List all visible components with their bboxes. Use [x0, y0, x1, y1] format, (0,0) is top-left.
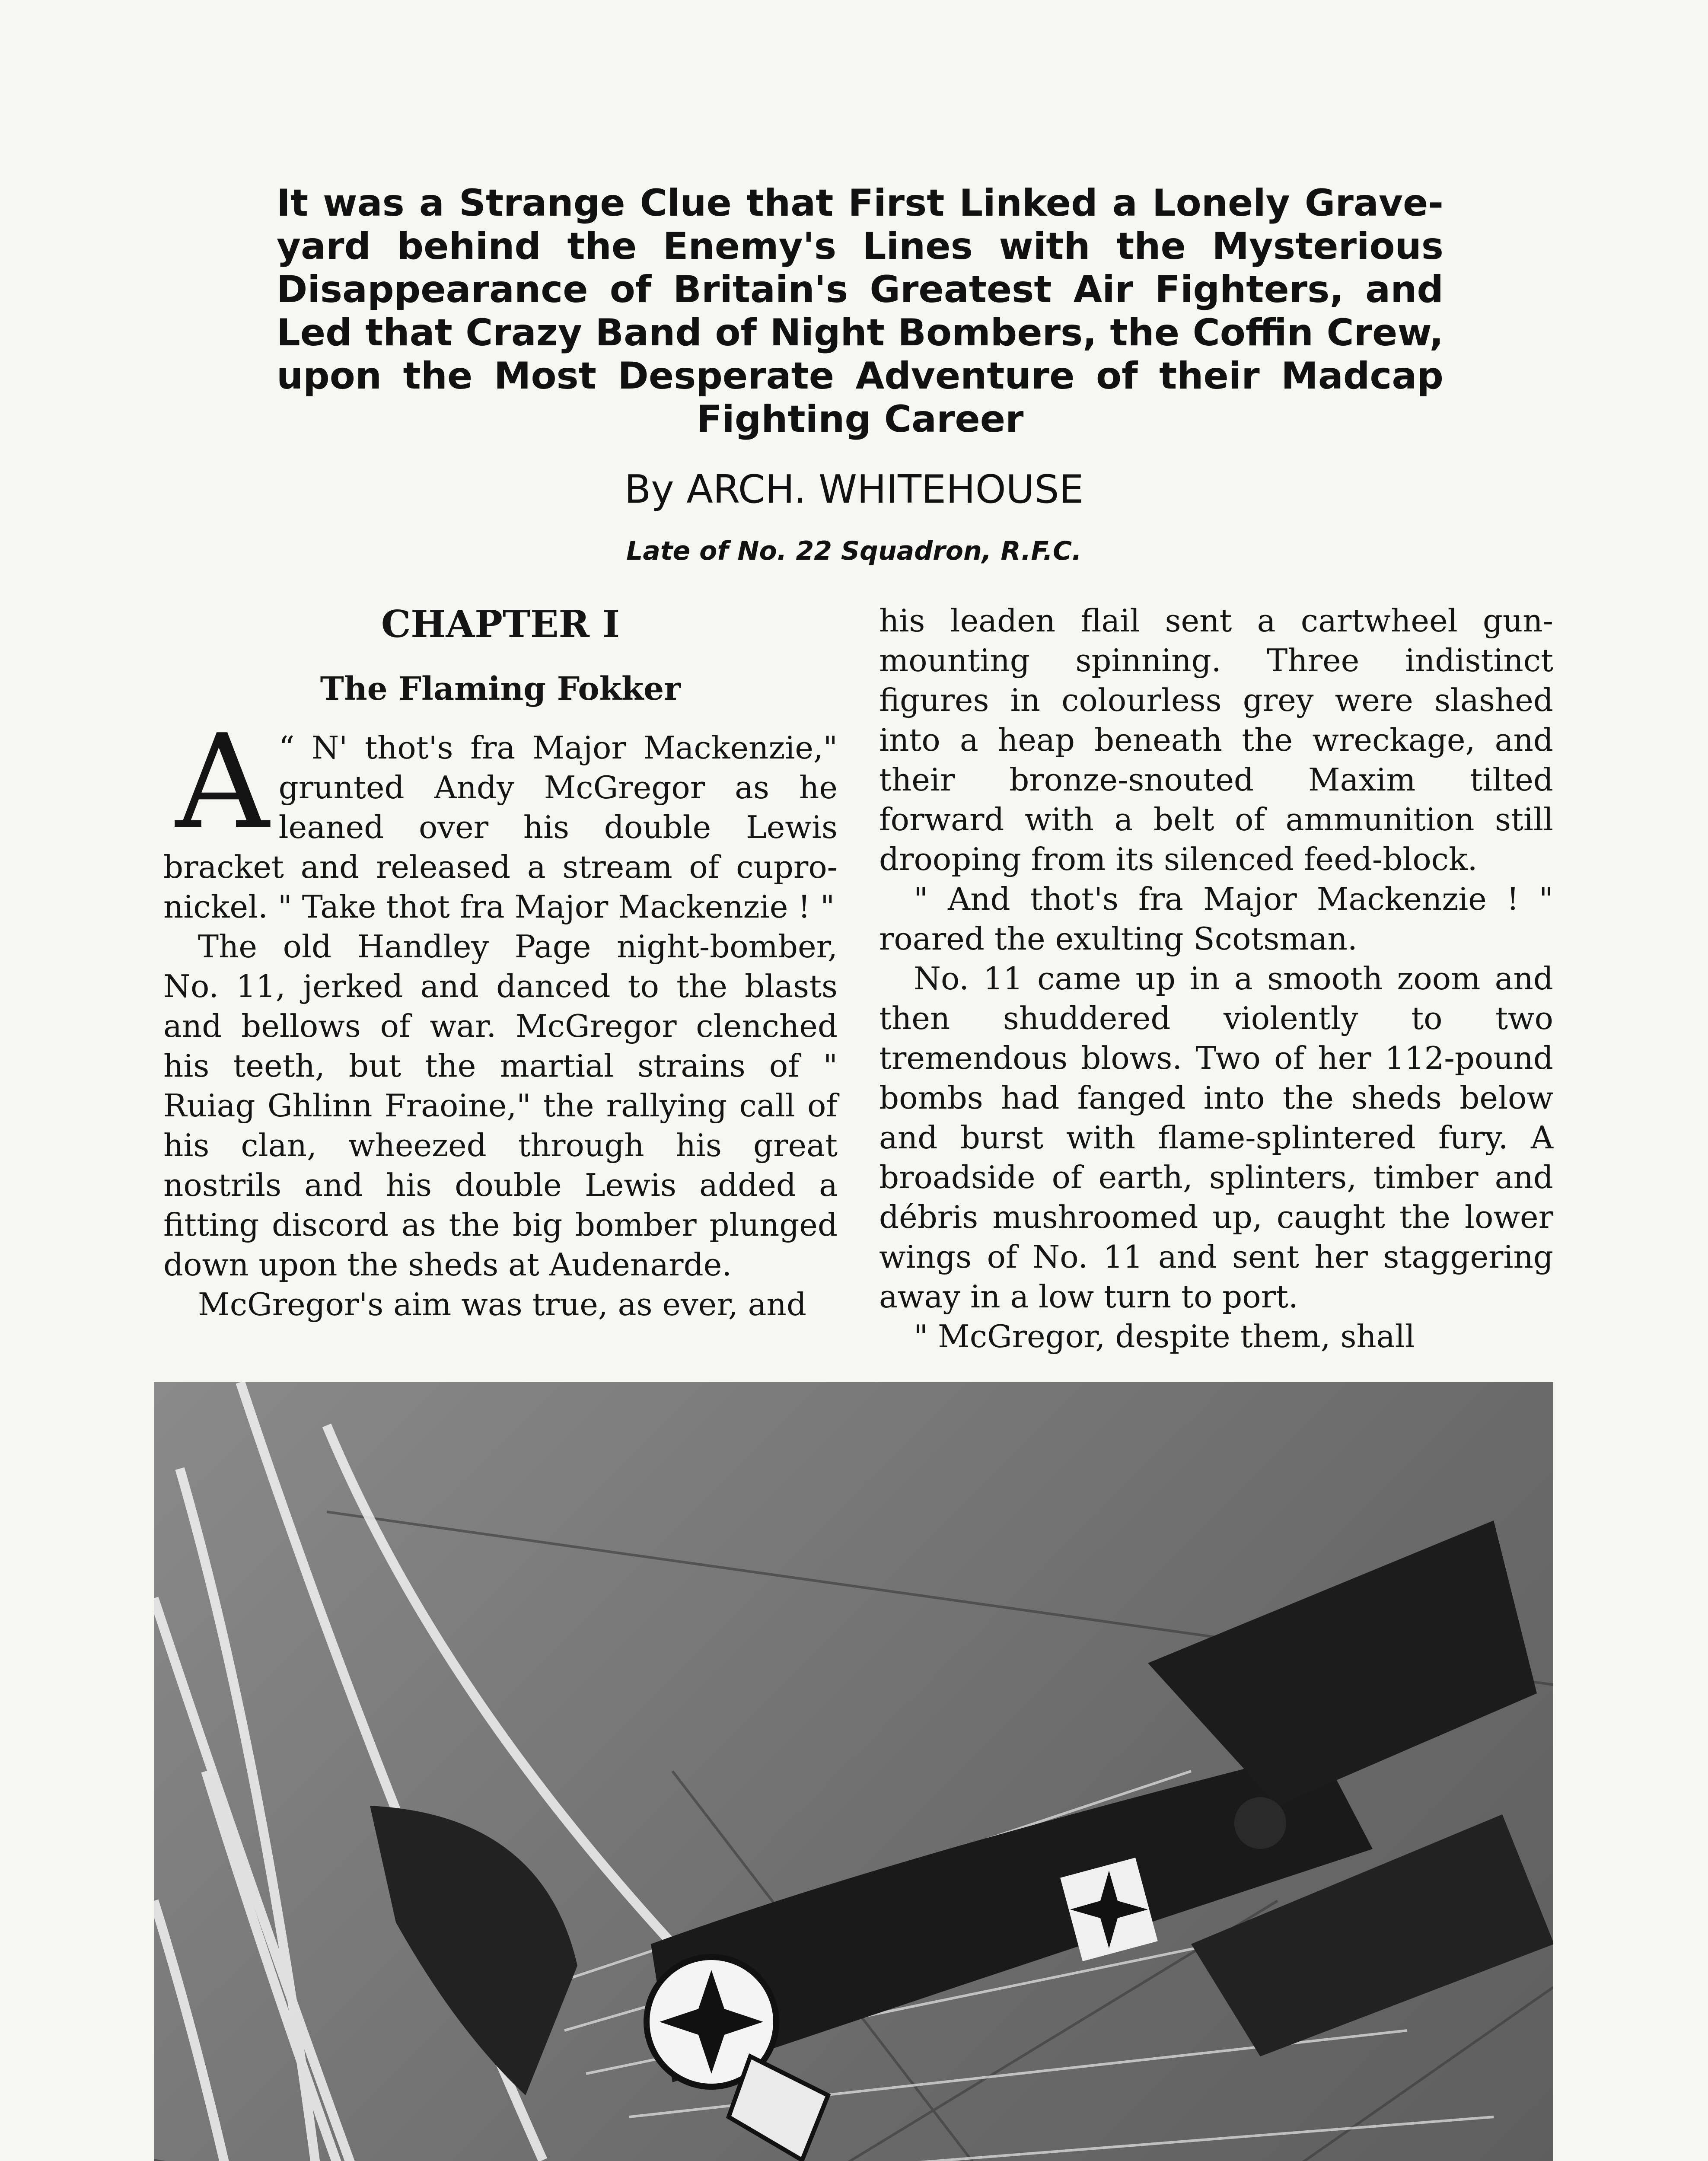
chapter-subtitle: The Flaming Fokker — [320, 670, 681, 708]
author-byline: By ARCH. WHITEHOUSE — [624, 467, 1084, 512]
chapter-title: CHAPTER I — [381, 602, 620, 646]
text-column-right — [879, 601, 1553, 1356]
headline-line: upon the Most Desperate Adventure of their Madcap — [277, 354, 1444, 398]
paragraph: " And thot's fra Major Mackenzie ! " roared the exulting Scotsman. — [879, 881, 1553, 957]
text-column-left — [163, 601, 838, 1324]
paragraph: his leaden flail sent a cartwheel gun-mounting spinning. Three indistinct figures in colourless grey were slashed into a heap beneath the wreckage, and their bronze-snouted Maxim tilted forward with a belt of ammunition still drooping from its silenced feed-block. — [879, 602, 1553, 877]
headline-line: Fighting Career — [696, 398, 1024, 441]
headline-line: It was a Strange Clue that First Linked a Lonely Grave- — [277, 182, 1444, 225]
headline-line: yard behind the Enemy's Lines with the Mysterious — [277, 225, 1444, 268]
paragraph: " McGregor, despite them, shall — [914, 1318, 1415, 1355]
headline-line: Disappearance of Britain's Greatest Air Fighters, and — [277, 268, 1444, 311]
paragraph: No. 11 came up in a smooth zoom and then shuddered violently to two tremendous blows. Two of her 112-pound bombs had fanged into the sheds below and burst with flame-splintered fury. A broadside of earth, splinters, timber and débris mushroomed up, caught the lower wings of No. 11 and sent her staggering away in a low turn to port. — [879, 960, 1553, 1315]
opening-paragraph — [163, 707, 838, 927]
drop-cap: A — [175, 707, 269, 857]
open-quote: “ — [278, 730, 295, 766]
story-headline — [277, 182, 1444, 441]
paragraph: McGregor's aim was true, as ever, and — [198, 1286, 807, 1323]
headline-line: Led that Crazy Band of Night Bombers, the Coffin Crew, — [277, 311, 1444, 354]
illustration-drawing — [154, 1382, 1553, 2161]
story-illustration — [154, 1382, 1553, 2161]
author-note: Late of No. 22 Squadron, R.F.C. — [626, 536, 1082, 566]
paragraph-text: N' thot's fra Major Mackenzie," grunted Andy McGregor as he leaned over his double Lewis bracket and released a stream of cupro-nickel. " Take thot fra Major Mackenzie ! " — [163, 730, 838, 925]
paragraph: The old Handley Page night-bomber, No. 11, jerked and danced to the blasts and bellows of war. McGregor clenched his teeth, but the martial strains of " Ruiag Ghlinn Fraoine," the rallying call of his clan, wheezed through his great nostrils and his double Lewis added a fitting discord as the big bomber plunged down upon the sheds at Audenarde. — [163, 928, 838, 1283]
